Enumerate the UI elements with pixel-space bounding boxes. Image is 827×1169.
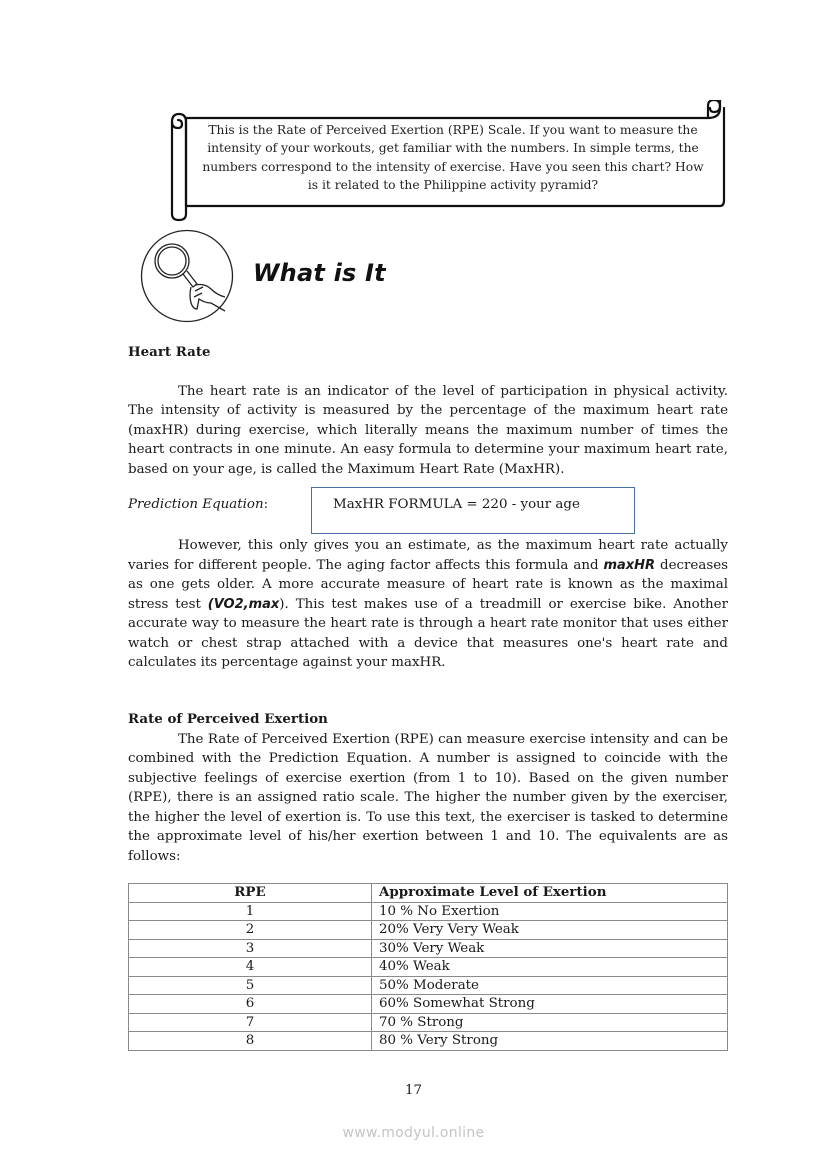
heart-rate-heading: Heart Rate <box>128 344 211 360</box>
table-row <box>129 1013 728 1032</box>
table-row <box>129 995 728 1014</box>
rpe-value: 3 <box>129 939 372 958</box>
exertion-level: 50% Moderate <box>372 976 728 995</box>
heart-rate-paragraph-2: However, this only gives you an estimate, as the maximum heart rate actually varies for different people. The aging factor affects this formula and maxHR decreases as one gets older. A more accurate measure of heart rate is known as the maximal stress test (VO2,max). This test makes use of a treadmill or exercise bike. Another accurate way to measure the heart rate is through a heart rate monitor that uses either watch or chest strap attached with a device that measures one's heart rate and calculates its percentage against your maxHR. <box>128 538 728 670</box>
table-row <box>129 939 728 958</box>
heart-rate-section <box>128 343 728 479</box>
rpe-value: 2 <box>129 921 372 940</box>
table-row <box>129 1032 728 1051</box>
page-number: 17 <box>404 1083 423 1098</box>
exertion-level: 80 % Very Strong <box>372 1032 728 1051</box>
intro-scroll-text: This is the Rate of Perceived Exertion (RPE) Scale. If you want to measure the intensity of your workouts, get familiar with the numbers. In simple terms, the numbers correspond to the intensity of exercise. Have you seen this chart? How is it related to the Philippine activity pyramid? <box>202 123 704 192</box>
rpe-table <box>128 883 728 1051</box>
maxhr-bold-term: maxHR <box>603 557 656 573</box>
maxhr-formula: MaxHR FORMULA = 220 - your age <box>333 497 580 512</box>
rpe-value: 8 <box>129 1032 372 1051</box>
exertion-level: 20% Very Very Weak <box>372 921 728 940</box>
prediction-equation-row <box>128 497 728 519</box>
table-row <box>129 902 728 921</box>
vo2max-bold-term: (VO2,max <box>207 596 280 612</box>
section-title: What is It <box>253 259 386 287</box>
header-rpe: RPE <box>129 884 372 903</box>
exertion-level: 40% Weak <box>372 958 728 977</box>
intro-scroll-banner <box>168 100 726 222</box>
heart-rate-paragraph-1: The heart rate is an indicator of the level of participation in physical activity. The intensity of activity is measured by the percentage of the maximum heart rate (maxHR) during exercise, which literally means the maximum number of times the heart contracts in one minute. An easy formula to determine your maximum heart rate, based on your age, is called the Maximum Heart Rate (MaxHR). <box>128 383 728 477</box>
prediction-equation-label: Prediction Equation: <box>128 497 269 512</box>
rpe-value: 5 <box>129 976 372 995</box>
rpe-value: 1 <box>129 902 372 921</box>
table-row <box>129 958 728 977</box>
rpe-value: 6 <box>129 995 372 1014</box>
table-header-row <box>129 884 728 903</box>
rpe-paragraph: The Rate of Perceived Exertion (RPE) can measure exercise intensity and can be combined with the Prediction Equation. A number is assigned to coincide with the subjective feelings of exercise exertion (from 1 to 10). Based on the given number (RPE), there is an assigned ratio scale. The higher the number given by the exerciser, the higher the level of exertion is. To use this text, the exerciser is tasked to determine the approximate level of his/her exertion between 1 and 10. The equivalents are as follows: <box>128 731 728 864</box>
rpe-section <box>128 710 728 866</box>
header-exertion: Approximate Level of Exertion <box>372 884 728 903</box>
rpe-value: 4 <box>129 958 372 977</box>
watermark: www.modyul.online <box>342 1125 485 1141</box>
table-row <box>129 976 728 995</box>
heart-rate-paragraph-2-wrap <box>128 536 728 673</box>
table-row <box>129 921 728 940</box>
exertion-level: 70 % Strong <box>372 1013 728 1032</box>
formula-box <box>311 487 635 534</box>
rpe-heading: Rate of Perceived Exertion <box>128 711 328 727</box>
exertion-level: 60% Somewhat Strong <box>372 995 728 1014</box>
exertion-level: 10 % No Exertion <box>372 902 728 921</box>
rpe-value: 7 <box>129 1013 372 1032</box>
exertion-level: 30% Very Weak <box>372 939 728 958</box>
magnifying-glass-icon <box>139 229 235 323</box>
